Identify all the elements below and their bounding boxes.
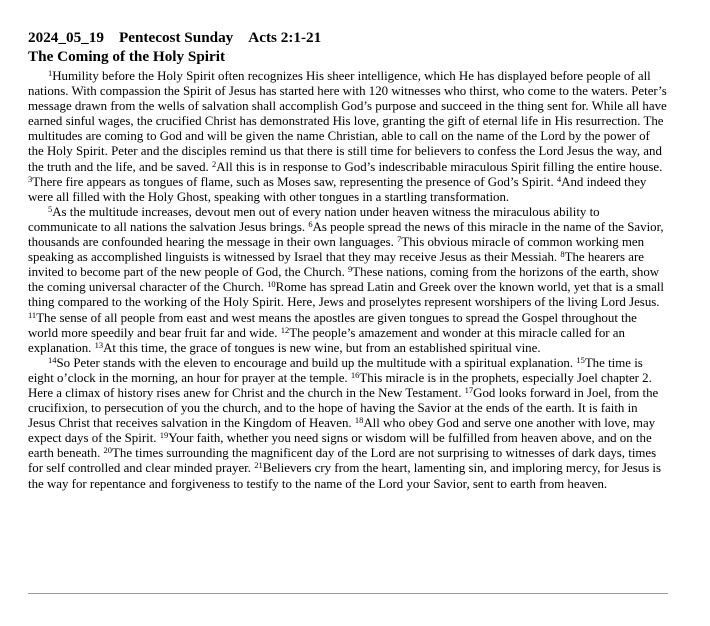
scripture-reference: Acts 2:1-21 [248, 29, 322, 46]
verse-number: 19 [159, 430, 169, 441]
verse-text: Your faith, whether you need signs or wisdom will be fulfilled from heaven above, and on the earth beneath. [28, 431, 652, 461]
verse-number: 3 [28, 173, 33, 184]
verse-text: There fire appears as tongues of flame, such as Moses saw, representing the presence of God’s Spirit. [32, 174, 557, 189]
verse-number: 6 [308, 218, 313, 229]
verse-text: The hearers are invited to become part of the new people of God, the Church. [28, 250, 645, 280]
occasion-label: Pentecost Sunday [118, 29, 234, 46]
verse-text: And indeed they were all filled with the Holy Ghost, speaking with other tongues in a startling transformation. [28, 174, 647, 204]
verse-text: The times surrounding the magnificent day of the Lord are not surprising to witnesses of dark days, times for self controlled and clear minded prayer. [28, 446, 657, 476]
verse-text: All this is in response to God’s indescribable miraculous Spirit filling the entire house. [216, 159, 663, 174]
verse-text: All who obey God and serve one another with love, may expect days of the Spirit. [28, 416, 656, 446]
verse-text: The sense of all people from east and west means the apostles are given tongues to spread the Gospel throughout the world more speedily and bear fruit far and wide. [28, 310, 637, 340]
document-header [28, 28, 668, 47]
verse-number: 5 [48, 203, 53, 214]
verse-number: 1 [48, 68, 53, 78]
page-title: The Coming of the Holy Spirit [28, 48, 226, 65]
verse-text: Believers cry from the heart, lamenting sin, and imploring mercy, for Jesus is the way for repentance and forgiveness to testify to the name of the Lord your Savior, sent to earth from heaven. [28, 461, 662, 491]
verse-text: God looks forward in Joel, from the crucifixion, to persecution of you the church, and to the hope of having the Savior at the ends of the earth. It is faith in Jesus Christ that receives salvation in the Kingdom of Heaven. [28, 385, 659, 431]
verse-number: 10 [267, 279, 276, 290]
sermon-paragraph [28, 69, 668, 205]
document-page [28, 28, 668, 492]
verse-number: 4 [556, 173, 562, 184]
verse-number: 7 [397, 234, 402, 245]
verse-text: At this time, the grace of tongues is new wine, but from an established spiritual vine. [103, 340, 541, 355]
verse-text: So Peter stands with the eleven to encourage and build up the multitude with a spiritual explanation. [56, 355, 577, 370]
verse-number: 12 [280, 324, 290, 335]
verse-text: Humility before the Holy Spirit often recognizes His sheer intelligence, which He has displayed before people of all nations. With compassion the Spirit of Jesus has started here with 120 witnesses who thirst, who come to the waters. Peter’s message drawn from the wells of salvation shall accomplish God’s purpose and succeed in the thing sent for. While all have earned sinful wages, the crucified Christ has demonstrated His love, granting the gift of eternal life in His resurrection. The multitudes are coming to God and will be given the name Christian, able to call on the name of the Lord by the power of the Holy Spirit. Peter and the disciples remind us that there is still time for believers to confess the Lord Jesus the way, and the truth and the life, and be saved. [28, 69, 667, 174]
verse-text: These nations, coming from the horizons of the earth, show the coming universal character of the Church. [28, 265, 660, 295]
verse-text: Rome has spread Latin and Greek over the known world, yet that is a small thing compared to the working of the Holy Spirit. Here, Jews and proselytes represent worshipers of the living Lord Jesus. [28, 280, 665, 310]
verse-number: 8 [560, 249, 565, 260]
verse-number: 9 [348, 264, 353, 275]
verse-number: 2 [212, 158, 217, 169]
verse-number: 13 [94, 339, 104, 350]
verse-text: This obvious miracle of common working men speaking as accomplished linguists is witnessed by Israel that they may receive Jesus as their Messiah. [28, 235, 645, 265]
verse-number: 15 [576, 354, 585, 365]
sermon-date: 2024_05_19 [28, 29, 104, 46]
verse-text: The people’s amazement and wonder at this miracle called for an explanation. [28, 325, 625, 355]
verse-number: 14 [48, 354, 57, 365]
bottom-divider [28, 593, 668, 594]
verse-number: 17 [464, 384, 474, 395]
sermon-body [28, 69, 668, 492]
verse-number: 21 [254, 460, 263, 471]
sermon-paragraph [28, 205, 668, 356]
verse-text: This miracle is in the prophets, especially Joel chapter 2. Here a climax of history rises anew for Christ and the church in the New Testament. [28, 370, 652, 400]
verse-number: 18 [354, 415, 364, 426]
verse-number: 20 [103, 445, 113, 456]
verse-text: As people spread the news of this miracle in the name of the Savior, thousands are confounded hearing the message in their own languages. [28, 219, 664, 250]
verse-text: As the multitude increases, devout men out of every nation under heaven witness the miraculous ability to communicate to all nations the salvation Jesus brings. [28, 204, 600, 234]
verse-text: The time is eight o’clock in the morning, an hour for prayer at the temple. [28, 355, 643, 385]
verse-number: 16 [350, 369, 360, 380]
verse-number: 11 [28, 309, 37, 320]
sermon-paragraph [28, 356, 668, 492]
